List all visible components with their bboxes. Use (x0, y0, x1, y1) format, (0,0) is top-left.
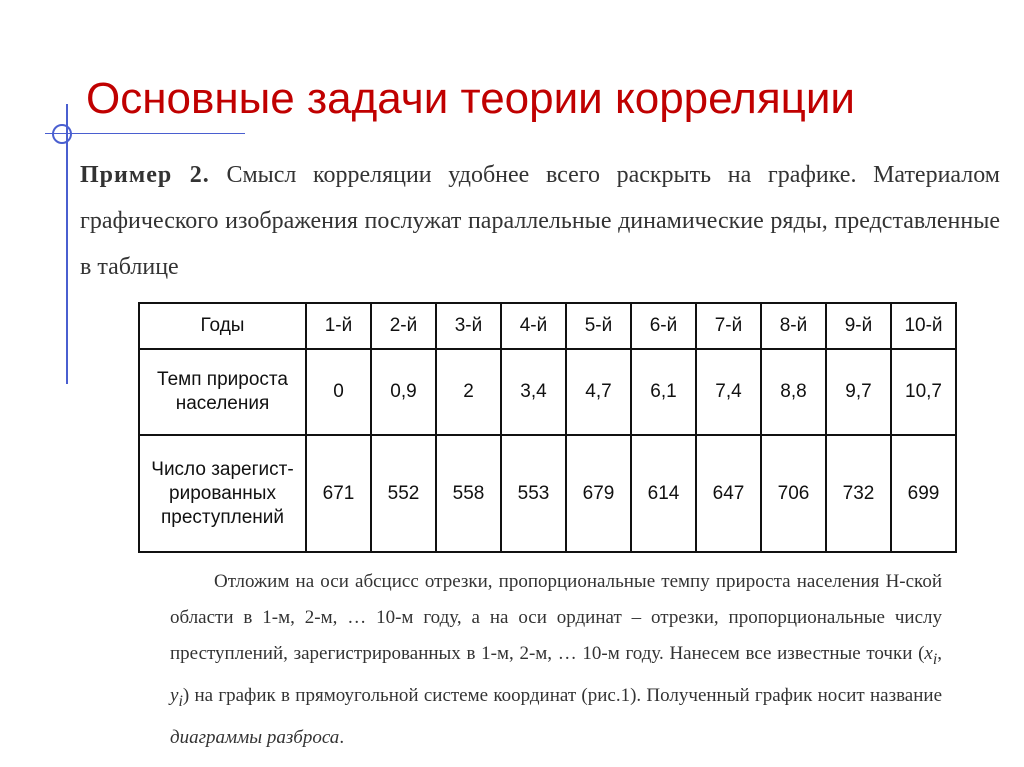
table-cell: 6,1 (631, 349, 696, 435)
explanation-text-1: Отложим на оси абсцисс отрезки, пропорциональные темпу прироста населения Н-ской области в 1-м, 2-м, … 10-м году, а на оси ординат – отрезки, пропорциональные числу преступлений, зарегистрированных в 1-м, 2-м, … 10-м году. Нанесем все известные точки ( (170, 571, 942, 664)
table-cell: 8,8 (761, 349, 826, 435)
var-y: y (170, 684, 179, 706)
example-paragraph (80, 152, 1000, 290)
row-label: Число зарегист-рированных преступлений (139, 435, 306, 552)
table-cell: 558 (436, 435, 501, 552)
example-text: Смысл корреляции удобнее всего раскрыть на графике. Материалом графического изображения послужат параллельные динамические ряды, представленные в таблице (80, 162, 1000, 280)
table-cell: 699 (891, 435, 956, 552)
guide-vertical-line (66, 104, 68, 384)
header-cell: 7-й (696, 303, 761, 349)
var-x: x (924, 643, 933, 664)
table-cell: 9,7 (826, 349, 891, 435)
table-cell: 3,4 (501, 349, 566, 435)
table-cell: 679 (566, 435, 631, 552)
table-cell: 647 (696, 435, 761, 552)
table-cell: 0 (306, 349, 371, 435)
table-cell: 2 (436, 349, 501, 435)
header-cell: 8-й (761, 303, 826, 349)
row-label: Темп прироста населения (139, 349, 306, 435)
scatter-term: диаграммы разброса (170, 726, 340, 748)
header-cell: 2-й (371, 303, 436, 349)
explanation-text-2: ) на график в прямоугольной системе координат (рис.1). Полученный график носит название (182, 684, 942, 706)
table-cell: 7,4 (696, 349, 761, 435)
header-cell: Годы (139, 303, 306, 349)
table-cell: 0,9 (371, 349, 436, 435)
header-cell: 10-й (891, 303, 956, 349)
table-header-row (139, 303, 956, 349)
page-title: Основные задачи теории корреляции (86, 74, 856, 123)
var-i: i (932, 650, 938, 668)
header-cell: 1-й (306, 303, 371, 349)
table-cell: 10,7 (891, 349, 956, 435)
header-cell: 6-й (631, 303, 696, 349)
table-cell: 706 (761, 435, 826, 552)
table-cell: 732 (826, 435, 891, 552)
header-cell: 5-й (566, 303, 631, 349)
data-table (138, 302, 957, 553)
table-row (139, 435, 956, 552)
table-cell: 553 (501, 435, 566, 552)
table-row (139, 349, 956, 435)
header-cell: 4-й (501, 303, 566, 349)
explanation-comma: , (937, 643, 942, 664)
guide-circle-icon (52, 124, 72, 144)
var-i-2: i (178, 692, 183, 710)
table-cell: 671 (306, 435, 371, 552)
explanation-end: . (339, 726, 345, 748)
table-cell: 614 (631, 435, 696, 552)
header-cell: 9-й (826, 303, 891, 349)
header-cell: 3-й (436, 303, 501, 349)
example-lead: Пример 2. (80, 162, 210, 188)
guide-horizontal-line (45, 133, 245, 134)
table-cell: 4,7 (566, 349, 631, 435)
table-cell: 552 (371, 435, 436, 552)
explanation-paragraph (170, 564, 942, 756)
